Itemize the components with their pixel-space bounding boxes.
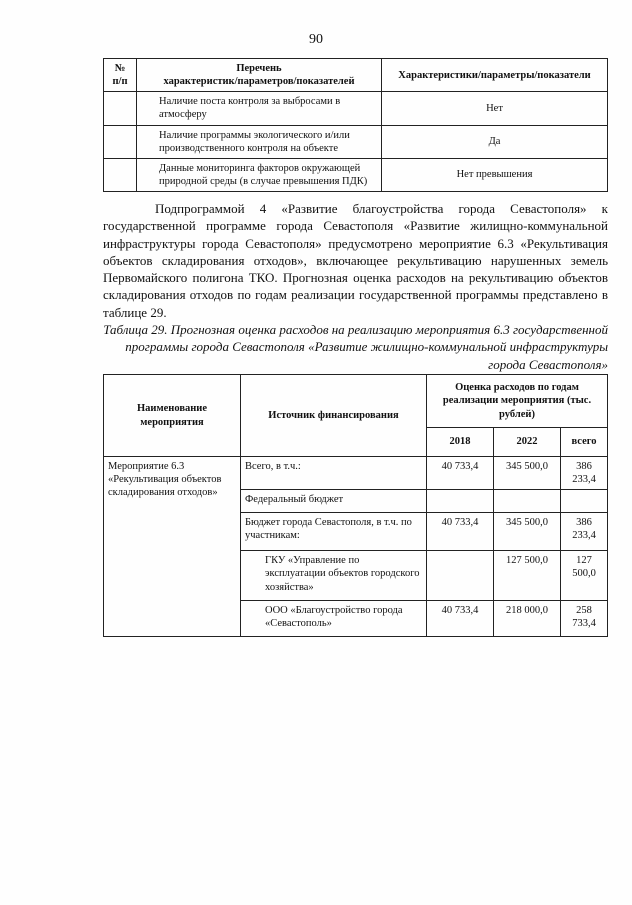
table-header-row [104, 59, 608, 92]
table-row [104, 457, 608, 490]
table-row [104, 158, 608, 191]
value-total-cell: 258 733,4 [561, 601, 608, 637]
value-total-cell: 127 500,0 [561, 551, 608, 601]
value-total-cell: 386 233,4 [561, 513, 608, 551]
source-cell: ГКУ «Управление по эксплуатации объектов городского хозяйства» [241, 551, 427, 601]
value-2022-cell: 345 500,0 [494, 513, 561, 551]
header-2018: 2018 [427, 428, 494, 457]
value-2022-cell [494, 490, 561, 513]
expenses-table [103, 374, 608, 637]
table-header-row [104, 375, 608, 428]
param-cell: Наличие поста контроля за выбросами в атмосферу [137, 92, 382, 125]
value-2018-cell: 40 733,4 [427, 457, 494, 490]
param-cell: Наличие программы экологического и/или производственного контроля на объекте [137, 125, 382, 158]
value-2018-cell: 40 733,4 [427, 601, 494, 637]
value-2018-cell [427, 490, 494, 513]
header-event: Наименование мероприятия [104, 375, 241, 457]
value-cell: Да [382, 125, 608, 158]
row-num-cell [104, 92, 137, 125]
header-num: № п/п [104, 59, 137, 92]
page-number: 90 [309, 32, 323, 47]
characteristics-table [103, 58, 608, 192]
header-list: Перечень характеристик/параметров/показателей [137, 59, 382, 92]
header-values: Характеристики/параметры/показатели [382, 59, 608, 92]
param-cell: Данные мониторинга факторов окружающей природной среды (в случае превышения ПДК) [137, 158, 382, 191]
source-cell: Всего, в т.ч.: [241, 457, 427, 490]
value-2022-cell: 345 500,0 [494, 457, 561, 490]
header-2022: 2022 [494, 428, 561, 457]
event-name-cell: Мероприятие 6.3 «Рекультивация объектов складирования отходов» [104, 457, 241, 637]
source-cell: ООО «Благоустройство города «Севастополь» [241, 601, 427, 637]
row-num-cell [104, 158, 137, 191]
source-cell: Бюджет города Севастополя, в т.ч. по участникам: [241, 513, 427, 551]
source-cell: Федеральный бюджет [241, 490, 427, 513]
body-paragraph: Подпрограммой 4 «Развитие благоустройства города Севастополя» к государственной программе города Севастополя «Развитие жилищно-коммунальной инфраструктуры города Севастополя» предусмотрено мероприятие 6.3 «Рекультивация объектов складирования отходов», включающее рекультивацию нарушенных земель Первомайского полигона ТКО. Прогнозная оценка расходов на рекультивацию объектов складирования отходов по годам реализации государственной программы представлено в таблице 29. [103, 201, 608, 320]
value-2018-cell: 40 733,4 [427, 513, 494, 551]
header-estimate: Оценка расходов по годам реализации мероприятия (тыс. рублей) [427, 375, 608, 428]
value-2022-cell: 218 000,0 [494, 601, 561, 637]
value-cell: Нет превышения [382, 158, 608, 191]
header-source: Источник финансирования [241, 375, 427, 457]
table-row [104, 92, 608, 125]
value-total-cell: 386 233,4 [561, 457, 608, 490]
table-caption: Таблица 29. Прогнозная оценка расходов на реализацию мероприятия 6.3 государственной программы города Севастополя «Развитие жилищно-коммунальной инфраструктуры города Севастополя» [103, 322, 608, 372]
value-cell: Нет [382, 92, 608, 125]
table-row [104, 125, 608, 158]
value-2022-cell: 127 500,0 [494, 551, 561, 601]
value-total-cell [561, 490, 608, 513]
row-num-cell [104, 125, 137, 158]
value-2018-cell [427, 551, 494, 601]
header-total: всего [561, 428, 608, 457]
